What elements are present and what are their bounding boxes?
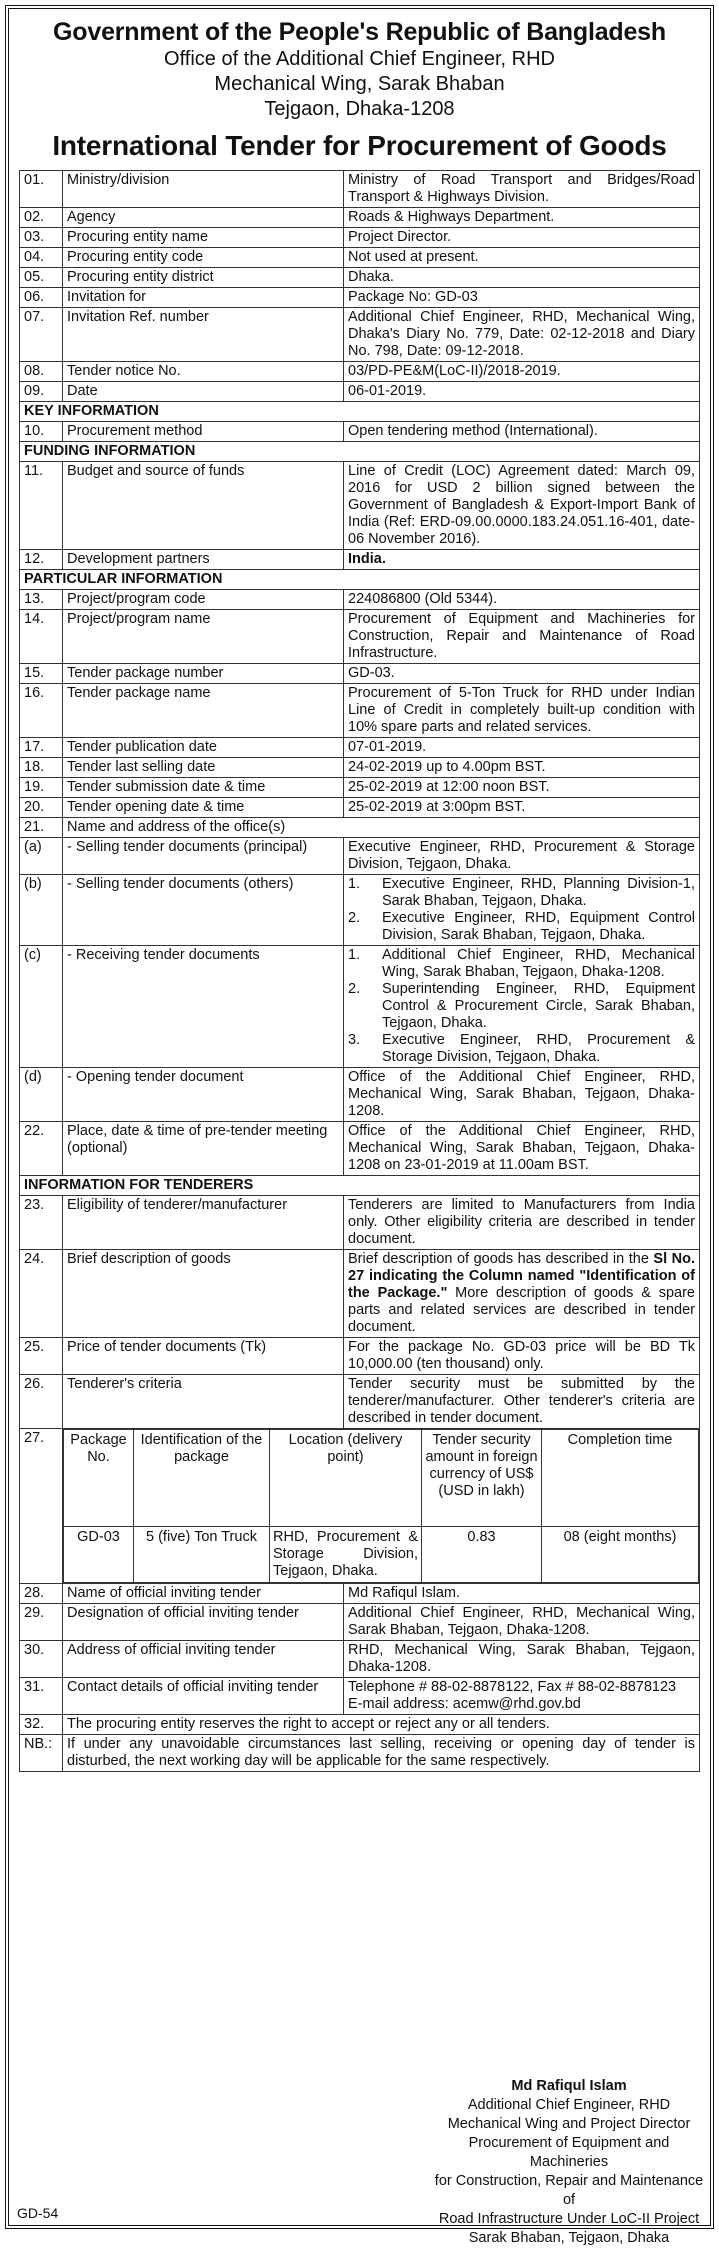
table-row (20, 738, 700, 758)
signatory-name: Md Rafiqul Islam (511, 2078, 627, 2094)
row-number: 25. (20, 1338, 63, 1375)
header-address: Tejgaon, Dhaka-1208 (264, 98, 455, 120)
row-value: Md Rafiqul Islam. (344, 1584, 700, 1604)
section-information-for-tenderers: INFORMATION FOR TENDERERS (20, 1176, 700, 1196)
row-value (344, 946, 700, 1068)
row-label: Invitation Ref. number (63, 308, 344, 362)
row-number: 23. (20, 1196, 63, 1250)
row-number: 09. (20, 382, 63, 402)
row-number: 05. (20, 268, 63, 288)
table-row (20, 1338, 700, 1375)
signature-block (429, 2077, 709, 2248)
table-row (20, 228, 700, 248)
header-government: Government of the People's Republic of Bangladesh (53, 18, 666, 46)
row-label: Address of official inviting tender (63, 1641, 344, 1678)
row-label: Tender publication date (63, 738, 344, 758)
row-label: Tender submission date & time (63, 778, 344, 798)
row-value: Project Director. (344, 228, 700, 248)
row-label: - Selling tender documents (principal) (63, 838, 344, 875)
row-label: Name and address of the office(s) (63, 818, 700, 838)
row-value: 03/PD-PE&M(LoC-II)/2018-2019. (344, 362, 700, 382)
row-value: Dhaka. (344, 268, 700, 288)
row-number: 15. (20, 664, 63, 684)
row-label: Invitation for (63, 288, 344, 308)
list-item (348, 1032, 695, 1066)
row-value: 224086800 (Old 5344). (344, 590, 700, 610)
row-value: Roads & Highways Department. (344, 208, 700, 228)
list-item (348, 947, 695, 981)
row-label: Brief description of goods (63, 1250, 344, 1338)
table-row (20, 778, 700, 798)
row-label: Date (63, 382, 344, 402)
list-item (348, 910, 695, 944)
table-row (20, 875, 700, 946)
nb-label: NB.: (20, 1735, 63, 1772)
row-label: Project/program name (63, 610, 344, 664)
row-value: Not used at present. (344, 248, 700, 268)
row-number: 29. (20, 1604, 63, 1641)
section-funding-information: FUNDING INFORMATION (20, 442, 700, 462)
package-header: Tender security amount in foreign currency of US$ (USD in lakh) (422, 1430, 542, 1527)
row-value (344, 1250, 700, 1338)
row-value: The procuring entity reserves the right to accept or reject any or all tenders. (63, 1715, 700, 1735)
section-heading (20, 570, 700, 590)
row-label: Procuring entity code (63, 248, 344, 268)
row-number: (d) (20, 1068, 63, 1122)
signatory-line: for Construction, Repair and Maintenance of (434, 2173, 704, 2208)
package-cell: 5 (five) Ton Truck (134, 1527, 270, 1583)
row-value: Additional Chief Engineer, RHD, Mechanical Wing, Dhaka's Diary No. 779, Date: 02-12-2018 and Diary No. 798, Date: 09-12-2018. (344, 308, 700, 362)
row-number: 06. (20, 288, 63, 308)
row-label: Designation of official inviting tender (63, 1604, 344, 1641)
row-number: 18. (20, 758, 63, 778)
table-row (20, 1196, 700, 1250)
row-label: Name of official inviting tender (63, 1584, 344, 1604)
row-value: For the package No. GD-03 price will be BD Tk 10,000.00 (ten thousand) only. (344, 1338, 700, 1375)
row-number: 28. (20, 1584, 63, 1604)
package-cell: RHD, Procurement & Storage Division, Tejgaon, Dhaka. (270, 1527, 422, 1583)
list-text: Executive Engineer, RHD, Procurement & Storage Division, Tejgaon, Dhaka. (382, 1032, 695, 1065)
table-row (20, 798, 700, 818)
section-key-information: KEY INFORMATION (20, 402, 700, 422)
table-row (20, 1068, 700, 1122)
table-row (20, 664, 700, 684)
row-number: 14. (20, 610, 63, 664)
list-text: Superintending Engineer, RHD, Equipment Control & Procurement Circle, Sarak Bhaban, Tejgaon, Dhaka. (382, 981, 695, 1031)
row-label: Price of tender documents (Tk) (63, 1338, 344, 1375)
row-number: 27. (20, 1429, 63, 1584)
table-row (20, 422, 700, 442)
row-number: 01. (20, 171, 63, 208)
row-value: 24-02-2019 up to 4.00pm BST. (344, 758, 700, 778)
row-number: 21. (20, 818, 63, 838)
table-row (20, 288, 700, 308)
table-row (20, 268, 700, 288)
row-value: 06-01-2019. (344, 382, 700, 402)
row-number: 30. (20, 1641, 63, 1678)
signatory-line: Sarak Bhaban, Tejgaon, Dhaka (468, 2230, 670, 2246)
row-label: Place, date & time of pre-tender meeting (optional) (63, 1122, 344, 1176)
table-row (20, 462, 700, 550)
goods-text-bold: Sl No. 27 indicating the Column named "Identification of the Package." (348, 1251, 695, 1301)
row-number: 11. (20, 462, 63, 550)
section-heading (20, 442, 700, 462)
row-number: 26. (20, 1375, 63, 1429)
nb-text: If under any unavoidable circumstances last selling, receiving or opening day of tender is disturbed, the next working day will be applicable for the same respectively. (63, 1735, 700, 1772)
row-value: India. (344, 550, 700, 570)
table-row (20, 1715, 700, 1735)
signatory-line: Procurement of Equipment and Machineries (468, 2135, 670, 2170)
table-row (20, 308, 700, 362)
row-label: Tender last selling date (63, 758, 344, 778)
package-header: Completion time (542, 1430, 699, 1527)
row-number: 10. (20, 422, 63, 442)
tender-notice (5, 5, 714, 2246)
row-label: Ministry/division (63, 171, 344, 208)
header-wing: Mechanical Wing, Sarak Bhaban (214, 73, 505, 95)
row-number: 16. (20, 684, 63, 738)
table-row (20, 758, 700, 778)
list-item (348, 876, 695, 910)
row-number: 31. (20, 1678, 63, 1715)
row-number: 08. (20, 362, 63, 382)
header-office: Office of the Additional Chief Engineer, RHD (164, 48, 555, 70)
list-text: Executive Engineer, RHD, Planning Division-1, Sarak Bhaban, Tejgaon, Dhaka. (382, 876, 695, 909)
list-number: 2. (348, 910, 361, 926)
package-header: Location (delivery point) (270, 1430, 422, 1527)
row-label: Development partners (63, 550, 344, 570)
row-label: Procuring entity name (63, 228, 344, 248)
row-label: Tenderer's criteria (63, 1375, 344, 1429)
table-row (20, 1250, 700, 1338)
row-value (344, 875, 700, 946)
row-number: 03. (20, 228, 63, 248)
list-text: Additional Chief Engineer, RHD, Mechanical Wing, Sarak Bhaban, Tejgaon, Dhaka-1208. (382, 947, 695, 980)
row-label: Procuring entity district (63, 268, 344, 288)
row-value: Ministry of Road Transport and Bridges/Road Transport & Highways Division. (344, 171, 700, 208)
goods-text-start: Brief description of goods has described in the (348, 1251, 654, 1267)
list-number: 2. (348, 981, 361, 997)
table-row (20, 550, 700, 570)
row-label: - Opening tender document (63, 1068, 344, 1122)
row-label: Contact details of official inviting tender (63, 1678, 344, 1715)
section-particular-information: PARTICULAR INFORMATION (20, 570, 700, 590)
row-value: Open tendering method (International). (344, 422, 700, 442)
table-row (20, 610, 700, 664)
list-number: 1. (348, 876, 361, 892)
row-value: 25-02-2019 at 3:00pm BST. (344, 798, 700, 818)
row-number: 32. (20, 1715, 63, 1735)
row-value: Additional Chief Engineer, RHD, Mechanical Wing, Sarak Bhaban, Tejgaon, Dhaka-1208. (344, 1604, 700, 1641)
row-value: Procurement of 5-Ton Truck for RHD under Indian Line of Credit in completely built-up condition with 10% spare parts and related services. (344, 684, 700, 738)
table-row (20, 590, 700, 610)
row-label: - Selling tender documents (others) (63, 875, 344, 946)
table-row (20, 171, 700, 208)
table-row (20, 208, 700, 228)
row-number: (c) (20, 946, 63, 1068)
row-value: 25-02-2019 at 12:00 noon BST. (344, 778, 700, 798)
footer-code: GD-54 (17, 2205, 59, 2221)
row-label: Procurement method (63, 422, 344, 442)
row-value: Tenderers are limited to Manufacturers from India only. Other eligibility criteria are described in tender document. (344, 1196, 700, 1250)
contact-email: E-mail address: acemw@rhd.gov.bd (348, 1696, 581, 1712)
list-number: 1. (348, 947, 361, 963)
table-row (20, 818, 700, 838)
row-value: Procurement of Equipment and Machineries for Construction, Repair and Maintenance of Road Infrastructure. (344, 610, 700, 664)
row-label: Tender package name (63, 684, 344, 738)
table-row (20, 838, 700, 875)
table-row (20, 248, 700, 268)
package-table-cell (63, 1429, 700, 1584)
row-number: 19. (20, 778, 63, 798)
table-row (20, 1604, 700, 1641)
row-number: 22. (20, 1122, 63, 1176)
row-value: Office of the Additional Chief Engineer, RHD, Mechanical Wing, Sarak Bhaban, Tejgaon, Dhaka-1208. (344, 1068, 700, 1122)
row-number: 04. (20, 248, 63, 268)
row-number: 13. (20, 590, 63, 610)
row-label: Agency (63, 208, 344, 228)
row-value: Office of the Additional Chief Engineer, RHD, Mechanical Wing, Sarak Bhaban, Tejgaon, Dhaka-1208 on 23-01-2019 at 11.00am BST. (344, 1122, 700, 1176)
list-item (348, 981, 695, 1032)
row-value: 07-01-2019. (344, 738, 700, 758)
row-value: GD-03. (344, 664, 700, 684)
row-number: (a) (20, 838, 63, 875)
signatory-line: Additional Chief Engineer, RHD (467, 2097, 671, 2113)
section-heading (20, 1176, 700, 1196)
list-text: Executive Engineer, RHD, Equipment Control Division, Sarak Bhaban, Tejgaon, Dhaka. (382, 910, 695, 943)
table-row (20, 1375, 700, 1429)
row-value (344, 1678, 700, 1715)
signatory-line: Road Infrastructure Under LoC-II Project (438, 2211, 700, 2227)
table-row (20, 1735, 700, 1772)
row-value: RHD, Mechanical Wing, Sarak Bhaban, Tejgaon, Dhaka-1208. (344, 1641, 700, 1678)
notice-title: International Tender for Procurement of Goods (52, 130, 667, 161)
table-row (20, 1678, 700, 1715)
signatory-line: Mechanical Wing and Project Director (447, 2116, 691, 2132)
row-label: Budget and source of funds (63, 462, 344, 550)
package-header-row (64, 1430, 699, 1527)
row-number: 02. (20, 208, 63, 228)
table-row (20, 362, 700, 382)
row-label: Eligibility of tenderer/manufacturer (63, 1196, 344, 1250)
row-value: Executive Engineer, RHD, Procurement & Storage Division, Tejgaon, Dhaka. (344, 838, 700, 875)
package-table (63, 1429, 699, 1583)
package-header: Identification of the package (134, 1430, 270, 1527)
table-row (20, 1584, 700, 1604)
row-number: (b) (20, 875, 63, 946)
row-label: Project/program code (63, 590, 344, 610)
row-number: 17. (20, 738, 63, 758)
list-number: 3. (348, 1032, 361, 1048)
row-label: Tender opening date & time (63, 798, 344, 818)
row-value: Package No: GD-03 (344, 288, 700, 308)
row-value: Tender security must be submitted by the tenderer/manufacturer. Other tenderer's criteria are described in tender document. (344, 1375, 700, 1429)
row-label: - Receiving tender documents (63, 946, 344, 1068)
tender-table (19, 170, 700, 1772)
contact-phone: Telephone # 88-02-8878122, Fax # 88-02-8878123 (348, 1679, 677, 1695)
row-label: Tender notice No. (63, 362, 344, 382)
row-number: 07. (20, 308, 63, 362)
row-label: Tender package number (63, 664, 344, 684)
row-number: 12. (20, 550, 63, 570)
row-number: 20. (20, 798, 63, 818)
table-row (20, 1429, 700, 1584)
table-row (20, 382, 700, 402)
section-heading (20, 402, 700, 422)
goods-text-end: More description of goods & spare parts and related services are described in tender document. (348, 1285, 695, 1335)
table-row (20, 1122, 700, 1176)
table-row (20, 684, 700, 738)
row-number: 24. (20, 1250, 63, 1338)
package-cell: 08 (eight months) (542, 1527, 699, 1583)
row-value: Line of Credit (LOC) Agreement dated: March 09, 2016 for USD 2 billion signed between the Government of Bangladesh & Export-Import Bank of India (Ref: ERD-09.00.0000.183.24.051.16-401, date-06 November 2016). (344, 462, 700, 550)
package-cell: GD-03 (64, 1527, 134, 1583)
package-header: Package No. (64, 1430, 134, 1527)
package-cell: 0.83 (422, 1527, 542, 1583)
table-row (20, 946, 700, 1068)
package-data-row (64, 1527, 699, 1583)
table-row (20, 1641, 700, 1678)
